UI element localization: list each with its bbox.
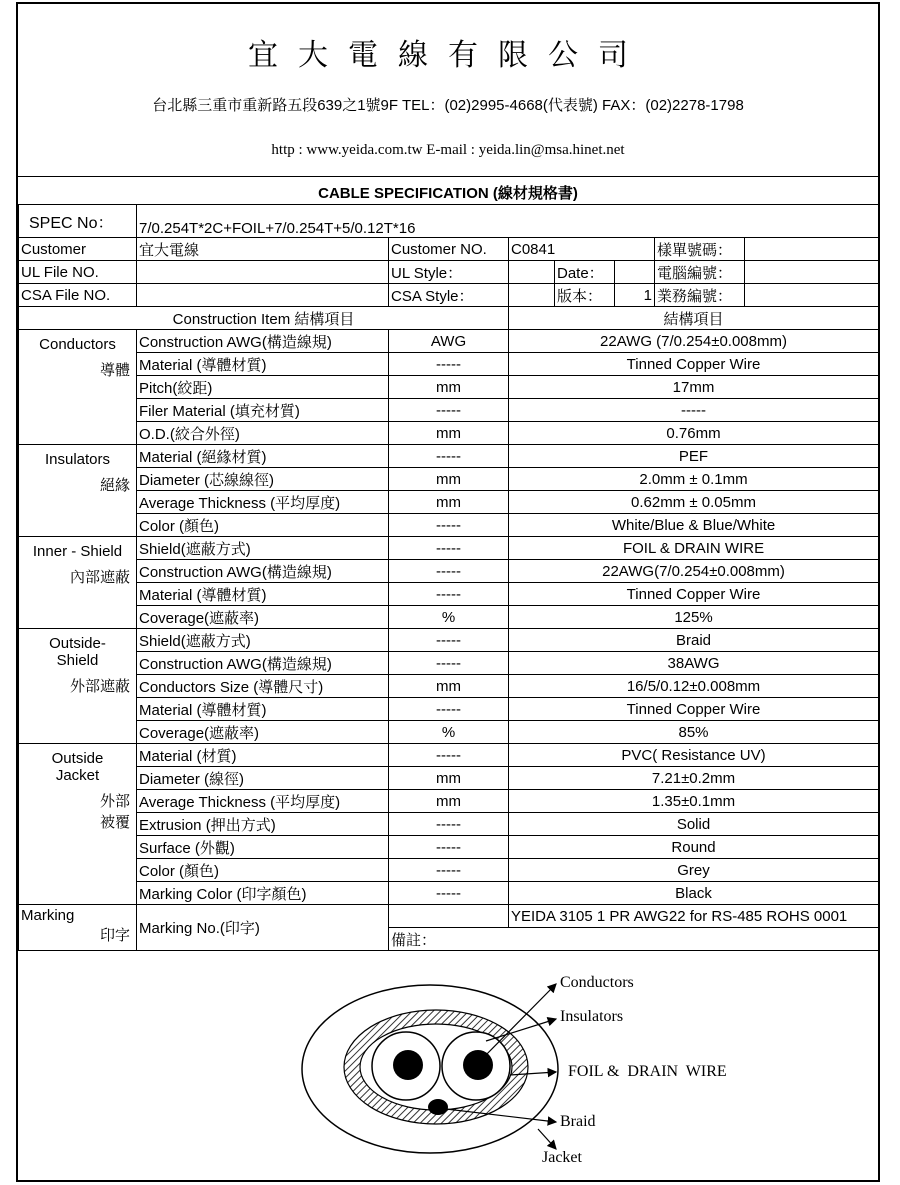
construction-value: 2.0mm ± 0.1mm	[509, 468, 879, 491]
customer-label: Customer	[19, 238, 137, 261]
computer-no-value	[745, 261, 879, 284]
table-row	[19, 698, 879, 721]
table-row	[19, 882, 879, 905]
group-label	[19, 330, 137, 445]
construction-unit: mm	[389, 491, 509, 514]
construction-unit: AWG	[389, 330, 509, 353]
construction-value: 7.21±0.2mm	[509, 767, 879, 790]
construction-item: Filer Material (填充材質)	[137, 399, 389, 422]
construction-unit: -----	[389, 698, 509, 721]
customer-no-value: C0841	[509, 238, 655, 261]
cable-cross-section-diagram	[18, 959, 878, 1184]
construction-unit: -----	[389, 859, 509, 882]
construction-unit: -----	[389, 744, 509, 767]
construction-unit: -----	[389, 445, 509, 468]
construction-item: Diameter (芯線線徑)	[137, 468, 389, 491]
version-value: 1	[615, 284, 655, 307]
construction-value: 17mm	[509, 376, 879, 399]
construction-value: 85%	[509, 721, 879, 744]
construction-value: 22AWG (7/0.254±0.008mm)	[509, 330, 879, 353]
group-label	[19, 744, 137, 905]
marking-spacer	[389, 905, 509, 928]
construction-item-header: Construction Item 結構項目	[19, 307, 509, 330]
construction-value: Grey	[509, 859, 879, 882]
construction-item: Construction AWG(構造線規)	[137, 330, 389, 353]
customer-no-label: Customer NO.	[389, 238, 509, 261]
construction-item: Material (導體材質)	[137, 353, 389, 376]
construction-item: Shield(遮蔽方式)	[137, 629, 389, 652]
group-name: Conductors	[39, 336, 116, 353]
construction-item: Color (顏色)	[137, 859, 389, 882]
construction-value: 0.62mm ± 0.05mm	[509, 491, 879, 514]
marking-name: Marking	[21, 907, 75, 924]
diagram-label: FOIL & DRAIN WIRE	[568, 1063, 727, 1080]
construction-value: Tinned Copper Wire	[509, 698, 879, 721]
construction-value: Black	[509, 882, 879, 905]
group-name: Outside- Shield	[49, 635, 106, 669]
construction-unit: -----	[389, 560, 509, 583]
order-no-value	[745, 238, 879, 261]
table-row	[19, 514, 879, 537]
date-label: Date：	[555, 261, 615, 284]
csa-file-value	[137, 284, 389, 307]
business-no-value	[745, 284, 879, 307]
spec-table	[18, 204, 879, 951]
group-sub-label: 絕緣	[99, 477, 130, 494]
table-row	[19, 813, 879, 836]
construction-item: Average Thickness (平均厚度)	[137, 790, 389, 813]
construction-item: Construction AWG(構造線規)	[137, 652, 389, 675]
construction-spec-header: 結構項目	[509, 307, 879, 330]
construction-value: FOIL & DRAIN WIRE	[509, 537, 879, 560]
construction-item: Material (材質)	[137, 744, 389, 767]
construction-unit: mm	[389, 422, 509, 445]
diagram-label: Braid	[560, 1113, 596, 1130]
construction-item: Material (導體材質)	[137, 583, 389, 606]
construction-value: Tinned Copper Wire	[509, 583, 879, 606]
table-row	[19, 353, 879, 376]
version-label: 版本：	[555, 284, 615, 307]
ul-style-value	[509, 261, 555, 284]
csa-style-value	[509, 284, 555, 307]
table-row	[19, 790, 879, 813]
diagram-label: Jacket	[542, 1149, 582, 1166]
table-row	[19, 629, 879, 652]
group-sub-label: 外部 被覆	[99, 793, 130, 831]
table-row	[19, 606, 879, 629]
group-label	[19, 629, 137, 744]
construction-unit: -----	[389, 537, 509, 560]
group-name: Inner - Shield	[32, 543, 123, 560]
group-sub-label: 內部遮蔽	[69, 569, 130, 586]
table-row	[19, 376, 879, 399]
construction-unit: -----	[389, 836, 509, 859]
construction-item: Color (顏色)	[137, 514, 389, 537]
construction-value: 38AWG	[509, 652, 879, 675]
table-row	[19, 652, 879, 675]
marking-value: YEIDA 3105 1 PR AWG22 for RS-485 ROHS 0001	[509, 905, 879, 928]
table-row	[19, 836, 879, 859]
spec-title: CABLE SPECIFICATION (線材規格書)	[318, 185, 578, 202]
construction-value: White/Blue & Blue/White	[509, 514, 879, 537]
construction-unit: -----	[389, 629, 509, 652]
customer-value: 宜大電線	[137, 238, 389, 261]
spec-no-label: SPEC No：	[19, 205, 137, 238]
construction-item: Coverage(遮蔽率)	[137, 721, 389, 744]
table-row	[19, 422, 879, 445]
construction-unit: -----	[389, 583, 509, 606]
construction-item: Shield(遮蔽方式)	[137, 537, 389, 560]
construction-unit: -----	[389, 652, 509, 675]
drain-wire-shape	[428, 1099, 448, 1115]
construction-item: Surface (外觀)	[137, 836, 389, 859]
construction-unit: %	[389, 606, 509, 629]
ul-file-value	[137, 261, 389, 284]
table-row	[19, 675, 879, 698]
spec-no-value: 7/0.254T*2C+FOIL+7/0.254T+5/0.12T*16	[137, 205, 879, 238]
construction-value: Round	[509, 836, 879, 859]
group-name: Insulators	[44, 451, 111, 468]
construction-unit: -----	[389, 813, 509, 836]
csa-file-label: CSA File NO.	[19, 284, 137, 307]
construction-unit: -----	[389, 399, 509, 422]
company-web-email: http : www.yeida.com.tw E-mail : yeida.lin@msa.hinet.net	[271, 142, 625, 158]
construction-value: 22AWG(7/0.254±0.008mm)	[509, 560, 879, 583]
conductor-left-shape	[393, 1050, 423, 1080]
marking-item: Marking No.(印字)	[137, 905, 389, 951]
remark-label: 備註：	[389, 928, 879, 951]
table-row	[19, 767, 879, 790]
table-row	[19, 859, 879, 882]
ul-style-label: UL Style：	[389, 261, 509, 284]
group-sub-label: 外部遮蔽	[69, 678, 130, 695]
construction-item: Pitch(絞距)	[137, 376, 389, 399]
table-row	[19, 468, 879, 491]
table-row	[19, 399, 879, 422]
construction-unit: -----	[389, 514, 509, 537]
construction-value: Tinned Copper Wire	[509, 353, 879, 376]
table-row	[19, 330, 879, 353]
construction-unit: mm	[389, 376, 509, 399]
marking-label	[19, 905, 137, 951]
table-row	[19, 583, 879, 606]
group-label	[19, 537, 137, 629]
construction-item: Conductors Size (導體尺寸)	[137, 675, 389, 698]
table-row	[19, 721, 879, 744]
company-address: 台北縣三重市重新路五段639之1號9F TEL：(02)2995-4668(代表號) FAX：(02)2278-1798	[152, 97, 744, 114]
table-row	[19, 537, 879, 560]
construction-item: Diameter (線徑)	[137, 767, 389, 790]
date-value	[615, 261, 655, 284]
header-divider	[18, 176, 878, 177]
diagram-label: Conductors	[560, 974, 634, 991]
construction-item: Material (導體材質)	[137, 698, 389, 721]
construction-value: Braid	[509, 629, 879, 652]
company-name: 宜大電線有限公司	[248, 38, 648, 73]
construction-value: 16/5/0.12±0.008mm	[509, 675, 879, 698]
construction-item: Average Thickness (平均厚度)	[137, 491, 389, 514]
construction-value: Solid	[509, 813, 879, 836]
construction-item: Extrusion (押出方式)	[137, 813, 389, 836]
construction-unit: -----	[389, 882, 509, 905]
table-row	[19, 744, 879, 767]
construction-item: Marking Color (印字顏色)	[137, 882, 389, 905]
construction-item: Construction AWG(構造線規)	[137, 560, 389, 583]
construction-value: 0.76mm	[509, 422, 879, 445]
construction-value: -----	[509, 399, 879, 422]
marking-sub-label: 印字	[99, 927, 130, 944]
csa-style-label: CSA Style：	[389, 284, 509, 307]
table-row	[19, 491, 879, 514]
construction-item: Coverage(遮蔽率)	[137, 606, 389, 629]
construction-value: PVC( Resistance UV)	[509, 744, 879, 767]
conductor-right-shape	[463, 1050, 493, 1080]
construction-unit: mm	[389, 468, 509, 491]
construction-value: 125%	[509, 606, 879, 629]
construction-value: PEF	[509, 445, 879, 468]
ul-file-label: UL File NO.	[19, 261, 137, 284]
computer-no-label: 電腦編號：	[655, 261, 745, 284]
construction-unit: mm	[389, 675, 509, 698]
spec-sheet	[16, 2, 880, 1182]
construction-unit: -----	[389, 353, 509, 376]
construction-item: Material (絕緣材質)	[137, 445, 389, 468]
construction-unit: mm	[389, 790, 509, 813]
construction-unit: %	[389, 721, 509, 744]
table-row	[19, 445, 879, 468]
construction-unit: mm	[389, 767, 509, 790]
construction-item: O.D.(絞合外徑)	[137, 422, 389, 445]
order-no-label: 樣單號碼：	[655, 238, 745, 261]
group-sub-label: 導體	[99, 362, 130, 379]
group-name: Outside Jacket	[51, 750, 104, 784]
diagram-label: Insulators	[560, 1008, 624, 1025]
business-no-label: 業務編號：	[655, 284, 745, 307]
construction-value: 1.35±0.1mm	[509, 790, 879, 813]
table-row	[19, 560, 879, 583]
group-label	[19, 445, 137, 537]
